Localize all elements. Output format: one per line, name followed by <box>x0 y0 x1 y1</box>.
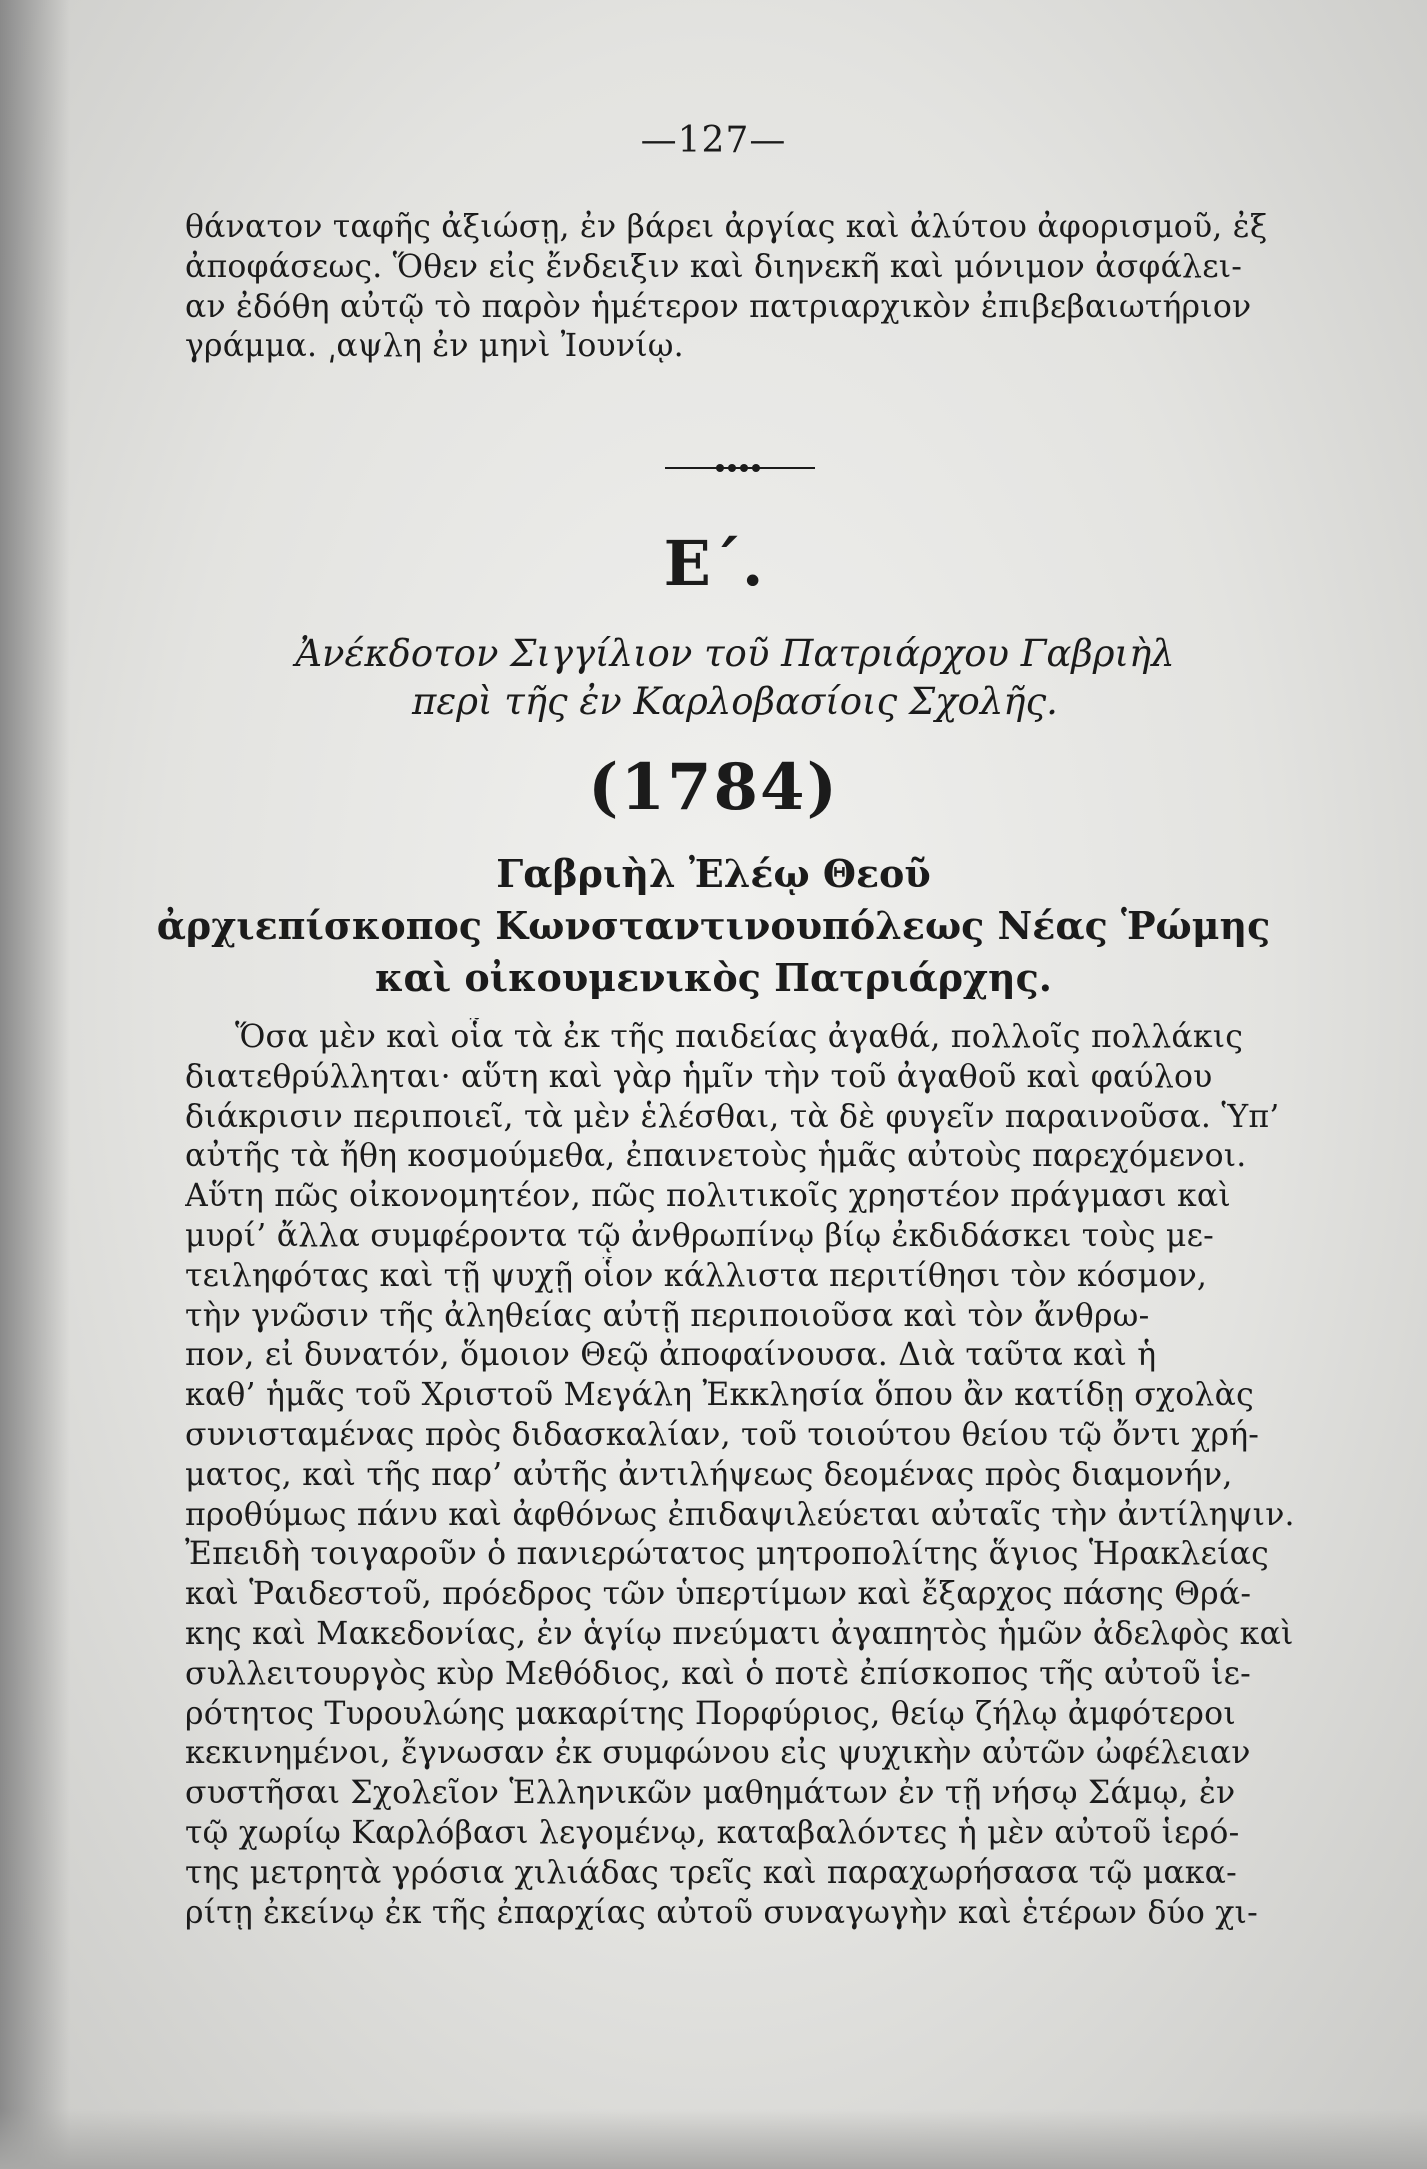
top-paragraph <box>185 208 1325 367</box>
salutation-line: ἀρχιεπίσκοπος Κωνσταντινουπόλεως Νέας Ῥώμης <box>156 903 1271 948</box>
year-heading: (1784) <box>588 750 839 825</box>
page-shadow-left <box>0 0 70 2169</box>
document-title <box>235 630 1235 726</box>
text-line: καθ’ ἡμᾶς τοῦ Χριστοῦ Μεγάλη Ἐκκλησία ὅπου ἂν κατίδῃ σχολὰς <box>185 1377 1254 1414</box>
text-line: συστῆσαι Σχολεῖον Ἑλληνικῶν μαθημάτων ἐν τῇ νήσῳ Σάμῳ, ἐν <box>185 1775 1236 1812</box>
text-line: πον, εἰ δυνατόν, ὅμοιον Θεῷ ἀποφαίνουσα. Διὰ ταῦτα καὶ ἡ <box>185 1337 1157 1374</box>
text-line: προθύμως πάνυ καὶ ἀφθόνως ἐπιδαψιλεύεται αὐταῖς τὴν ἀντίληψιν. <box>185 1496 1295 1533</box>
salutation <box>0 848 1427 1004</box>
text-line: τὴν γνῶσιν τῆς ἀληθείας αὐτῇ περιποιοῦσα καὶ τὸν ἄνθρω- <box>185 1297 1150 1334</box>
text-line: κης καὶ Μακεδονίας, ἐν ἁγίῳ πνεύματι ἀγαπητὸς ἡμῶν ἀδελφὸς καὶ <box>185 1615 1294 1652</box>
text-line: θάνατον ταφῆς ἀξιώσῃ, ἐν βάρει ἀργίας καὶ ἀλύτου ἀφορισμοῦ, ἐξ <box>185 209 1268 245</box>
text-line: αὐτῆς τὰ ἤθη κοσμούμεθα, ἐπαινετοὺς ἡμᾶς αὐτοὺς παρεχόμενοι. <box>185 1138 1247 1175</box>
text-line: διατεθρύλληται· αὕτη καὶ γὰρ ἡμῖν τὴν τοῦ ἀγαθοῦ καὶ φαύλου <box>185 1058 1213 1095</box>
text-line: ρίτῃ ἐκείνῳ ἐκ τῆς ἐπαρχίας αὐτοῦ συναγωγὴν καὶ ἑτέρων δύο χι- <box>185 1894 1258 1931</box>
ornamental-rule <box>665 460 815 476</box>
text-line: συλλειτουργὸς κὺρ Μεθόδιος, καὶ ὁ ποτὲ ἐπίσκοπος τῆς αὐτοῦ ἱε- <box>185 1655 1251 1692</box>
page-number: —127— <box>640 120 787 161</box>
section-numeral: Ε΄. <box>663 527 764 600</box>
text-line: ἀποφάσεως. Ὅθεν εἰς ἔνδειξιν καὶ διηνεκῆ καὶ μόνιμον ἀσφάλει- <box>185 248 1243 285</box>
text-line: της μετρητὰ γρόσια χιλιάδας τρεῖς καὶ παραχωρήσασα τῷ μακα- <box>185 1854 1237 1891</box>
text-line: ματος, καὶ τῆς παρ’ αὐτῆς ἀντιλήψεως δεομένας πρὸς διαμονήν, <box>185 1456 1233 1493</box>
salutation-line: Γαβριὴλ Ἐλέῳ Θεοῦ <box>496 851 931 896</box>
body-text <box>185 1018 1325 1933</box>
text-line: Αὕτη πῶς οἰκονομητέον, πῶς πολιτικοῖς χρηστέον πράγμασι καὶ <box>185 1178 1231 1215</box>
text-line: μυρί’ ἄλλα συμφέροντα τῷ ἀνθρωπίνῳ βίῳ ἐκδιδάσκει τοὺς με- <box>185 1217 1214 1254</box>
text-line: Ὅσα μὲν καὶ οἷα τὰ ἐκ τῆς παιδείας ἀγαθά, πολλοῖς πολλάκις <box>235 1019 1244 1055</box>
page-shadow-bottom <box>0 2109 1427 2169</box>
text-line: συνισταμένας πρὸς διδασκαλίαν, τοῦ τοιούτου θείου τῷ ὄντι χρή- <box>185 1416 1260 1453</box>
title-line: Ἀνέκδοτον Σιγγίλιον τοῦ Πατριάρχου Γαβριὴλ <box>295 632 1175 675</box>
salutation-line: καὶ οἰκουμενικὸς Πατριάρχης. <box>375 955 1052 1000</box>
title-line: περὶ τῆς ἐν Καρλοβασίοις Σχολῆς. <box>412 680 1058 723</box>
text-line: κεκινημένοι, ἔγνωσαν ἐκ συμφώνου εἰς ψυχικὴν αὐτῶν ὠφέλειαν <box>185 1735 1251 1772</box>
text-line: καὶ Ῥαιδεστοῦ, πρόεδρος τῶν ὑπερτίμων καὶ ἔξαρχος πάσης Θρά- <box>185 1576 1252 1613</box>
text-line: τειληφότας καὶ τῇ ψυχῇ οἷον κάλλιστα περιτίθησι τὸν κόσμον, <box>185 1257 1208 1294</box>
text-line: τῷ χωρίῳ Καρλόβασι λεγομένῳ, καταβαλόντες ἡ μὲν αὐτοῦ ἱερό- <box>185 1814 1240 1851</box>
text-line: Ἐπειδὴ τοιγαροῦν ὁ πανιερώτατος μητροπολίτης ἅγιος Ἡρακλείας <box>185 1536 1269 1573</box>
text-line: γράμμα. ͵αψλη ἐν μηνὶ Ἰουνίῳ. <box>185 328 684 365</box>
text-line: ρότητος Τυρουλώης μακαρίτης Πορφύριος, θείῳ ζήλῳ ἀμφότεροι <box>185 1695 1236 1732</box>
text-line: αν ἐδόθη αὐτῷ τὸ παρὸν ἡμέτερον πατριαρχικὸν ἐπιβεβαιωτήριον <box>185 288 1252 325</box>
text-line: διάκρισιν περιποιεῖ, τὰ μὲν ἑλέσθαι, τὰ δὲ φυγεῖν παραινοῦσα. Ὑπ’ <box>185 1098 1280 1135</box>
